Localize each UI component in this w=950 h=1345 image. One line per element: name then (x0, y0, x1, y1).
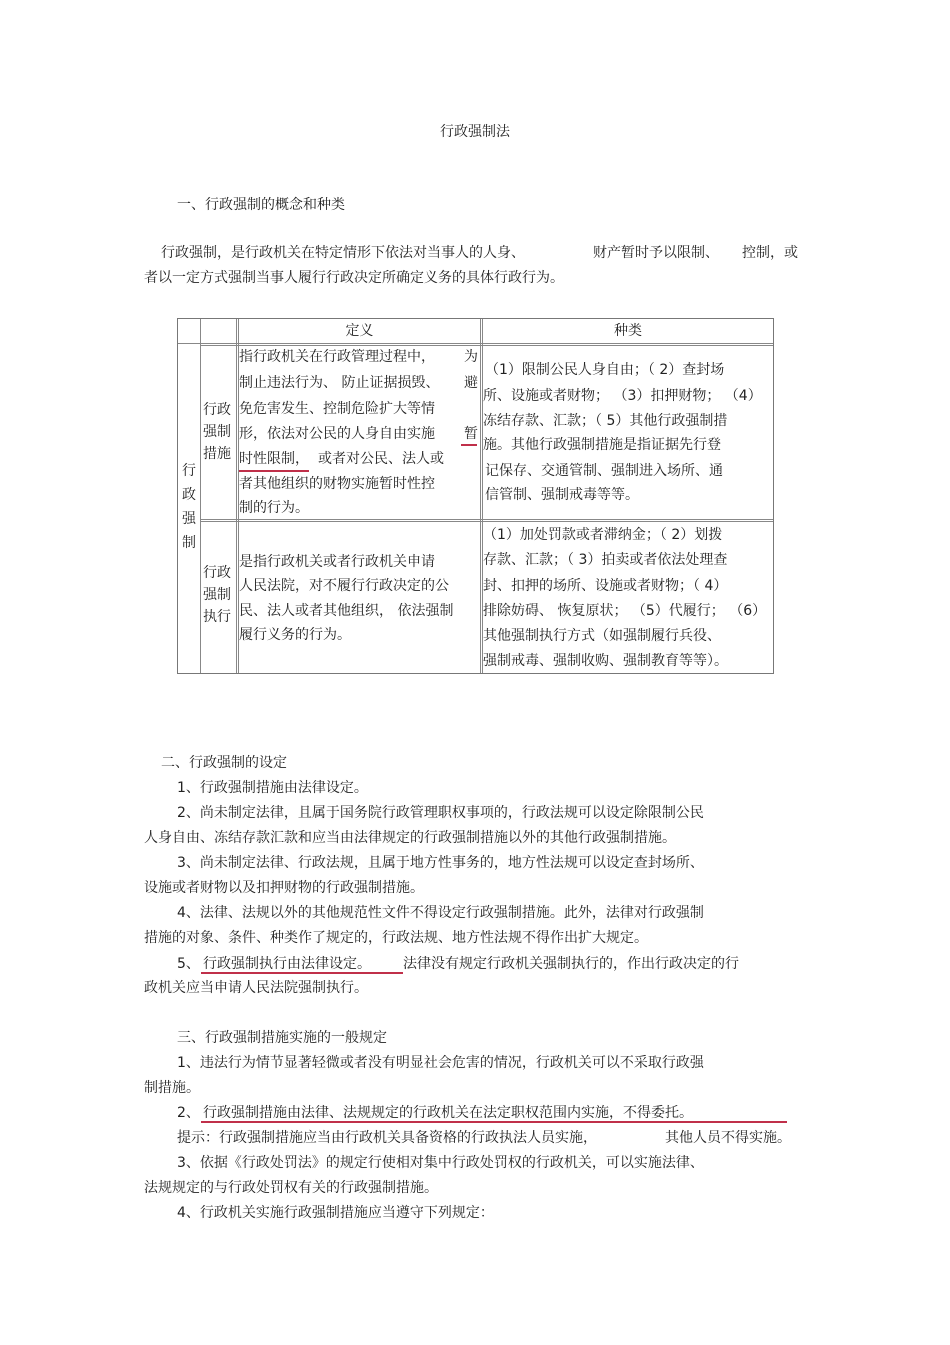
section3-item1-line1: 1、违法行为情节显著轻微或者没有明显社会危害的情况，行政机关可以不采取行政强 (177, 1055, 704, 1071)
section3-tip-a: 提示：行政强制措施应当由行政机关具备资格的行政执法人员实施， (177, 1130, 597, 1146)
row1-types-line3: 冻结存款、汇款；（ 5）其他行政强制措 (483, 413, 728, 429)
section3-item2-underlined: 行政强制措施由法律、法规规定的行政机关在法定职权范围内实施，不得委托。 (203, 1105, 693, 1121)
row1-def-line1: 指行政机关在行政管理过程中， (239, 349, 435, 365)
header-types: 种类 (614, 323, 642, 339)
row1-def-right2: 避 (464, 375, 478, 391)
section2-heading: 二、行政强制的设定 (161, 755, 287, 771)
section2-item4-line2: 措施的对象、条件、种类作了规定的，行政法规、地方性法规不得作出扩大规定。 (144, 930, 648, 946)
row1-label: 行政强制措施 (203, 402, 231, 462)
row2-types-line4: 排除妨碍、 恢复原状； （5）代履行； （6） (483, 603, 767, 619)
section2-item2-line1: 2、尚未制定法律，且属于国务院行政管理职权事项的，行政法规可以设定除限制公民 (177, 805, 704, 821)
section1-intro-line2: 者以一定方式强制当事人履行行政决定所确定义务的具体行政行为。 (144, 270, 564, 286)
section2-item5-num: 5、 (177, 956, 200, 972)
section1-intro-b: 财产暂时予以限制、 (593, 245, 719, 261)
row2-def-line2: 人民法院，对不履行行政决定的公 (239, 578, 449, 594)
section1-intro-a: 行政强制，是行政机关在特定情形下依法对当事人的人身、 (161, 245, 525, 261)
classification-table (177, 318, 774, 674)
row1-def-line4: 形，依法对公民的人身自由实施 (239, 426, 435, 442)
row1-types-line5: 记保存、交通管制、强制进入场所、通 (485, 463, 723, 479)
section1-heading: 一、行政强制的概念和种类 (177, 197, 345, 213)
section2-item5-line2: 政机关应当申请人民法院强制执行。 (144, 980, 368, 996)
row1-def-line3: 免危害发生、控制危险扩大等情 (239, 401, 435, 417)
row2-def-line3: 民、法人或者其他组织， 依法强制 (239, 603, 454, 619)
section3-item4: 4、行政机关实施行政强制措施应当遵守下列规定： (177, 1205, 494, 1221)
row2-label: 行政强制执行 (203, 565, 231, 625)
row1-def-line7: 制的行为。 (239, 500, 309, 516)
row2-types-line2: 存款、汇款；（ 3）拍卖或者依法处理查 (483, 552, 728, 568)
section3-item3-line1: 3、依据《行政处罚法》的规定行使相对集中行政处罚权的行政机关，可以实施法律、 (177, 1155, 704, 1171)
section2-item1: 1、行政强制措施由法律设定。 (177, 780, 368, 796)
header-definition: 定义 (345, 323, 374, 339)
section2-item5-underlined: 行政强制执行由法律设定。 (203, 956, 371, 972)
section3-tip-b: 其他人员不得实施。 (665, 1130, 791, 1146)
section2-item2-line2: 人身自由、冻结存款汇款和应当由法律规定的行政强制措施以外的其他行政强制措施。 (144, 830, 676, 846)
row2-types-line3: 封、扣押的场所、设施或者财物；（ 4） (483, 578, 728, 594)
row1-def-tail: 或者对公民、法人或 (318, 451, 444, 467)
section3-item1-line2: 制措施。 (144, 1080, 200, 1096)
row1-types-line2: 所、设施或者财物； （3）扣押财物； （4） (483, 388, 762, 404)
row2-types-line1: （1）加处罚款或者滞纳金；（ 2）划拨 (483, 527, 723, 543)
row1-def-line5: 时性限制， (239, 451, 309, 467)
row1-def-right4: 暂 (464, 426, 478, 442)
row1-def-line6: 者其他组织的财物实施暂时性控 (239, 476, 435, 492)
section2-item3-line1: 3、尚未制定法律、行政法规，且属于地方性事务的，地方性法规可以设定查封场所、 (177, 855, 704, 871)
section2-item5-rest: 法律没有规定行政机关强制执行的，作出行政决定的行 (403, 956, 739, 972)
section3-item2-num: 2、 (177, 1105, 200, 1121)
row1-def-line2: 制止违法行为、 防止证据损毁、 (239, 375, 440, 391)
row1-types-line1: （1）限制公民人身自由；（ 2）查封场 (485, 362, 725, 378)
row2-def-line4: 履行义务的行为。 (239, 627, 351, 643)
row2-def-line1: 是指行政机关或者行政机关申请 (239, 554, 435, 570)
section1-intro-c: 控制，或 (742, 245, 798, 261)
row2-types-line5: 其他强制执行方式（如强制履行兵役、 (483, 628, 721, 644)
section3-heading: 三、行政强制措施实施的一般规定 (177, 1030, 387, 1046)
document-title: 行政强制法 (440, 124, 510, 140)
row1-def-right1: 为 (464, 349, 478, 365)
row1-types-line4: 施。其他行政强制措施是指证据先行登 (483, 437, 721, 453)
row2-types-line6: 强制戒毒、强制收购、强制教育等等）。 (483, 653, 728, 669)
row1-types-line6: 信管制、强制戒毒等等。 (485, 487, 639, 503)
section2-item4-line1: 4、法律、法规以外的其他规范性文件不得设定行政强制措施。此外，法律对行政强制 (177, 905, 704, 921)
section3-item3-line2: 法规规定的与行政处罚权有关的行政强制措施。 (144, 1180, 438, 1196)
row-group-label: 行政强制 (182, 463, 196, 551)
section2-item3-line2: 设施或者财物以及扣押财物的行政强制措施。 (144, 880, 424, 896)
